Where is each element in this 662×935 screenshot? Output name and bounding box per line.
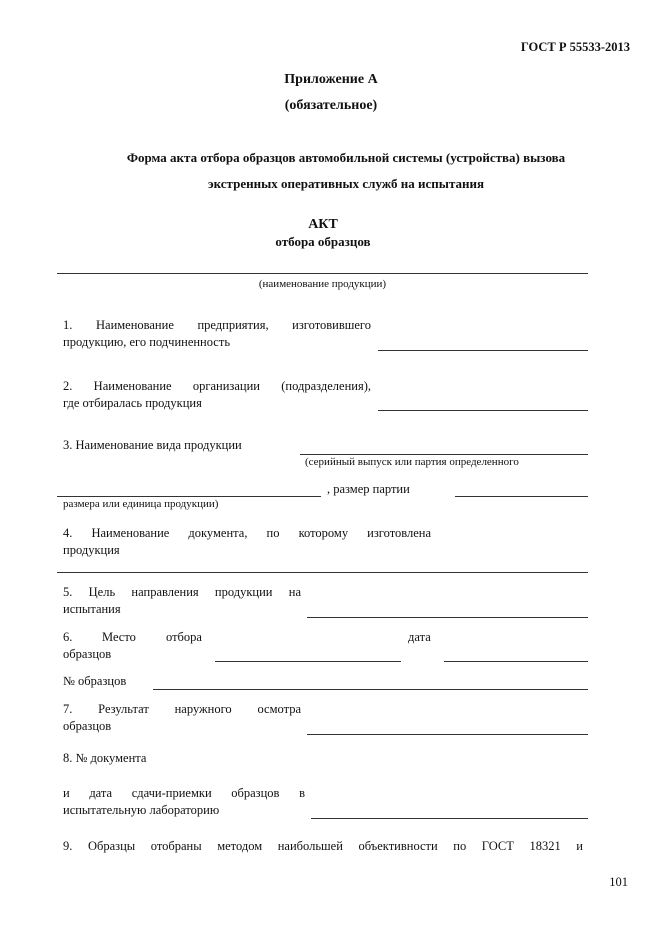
product-caption: (наименование продукции) <box>258 278 387 290</box>
item6-numbers-label: № образцов <box>63 674 127 688</box>
item4-line1: 4. Наименование документа, по которому изготовлена <box>63 526 431 540</box>
page-number: 101 <box>609 875 628 889</box>
item3-caption-a: (серийный выпуск или партия определенного <box>305 456 519 468</box>
form-title-line1: Форма акта отбора образцов автомобильной системы (устройства) вызова <box>126 150 566 165</box>
item4-field-line <box>57 572 588 573</box>
appendix-status: (обязательное) <box>284 98 378 113</box>
item1-line1: 1. Наименование предприятия, изготовившего <box>63 318 371 332</box>
item8-field-line <box>311 818 588 819</box>
item6-date-label: дата <box>408 630 431 644</box>
item6-line2: образцов <box>63 647 112 661</box>
item2-line1: 2. Наименование организации (подразделения), <box>63 379 371 393</box>
product-name-line <box>57 273 588 274</box>
item3-field-line <box>300 454 588 455</box>
item8-line1: 8. № документа <box>63 751 147 765</box>
form-title-line2: экстренных оперативных служб на испытания <box>207 176 484 191</box>
item7-line1: 7. Результат наружного осмотра <box>63 702 301 716</box>
item2-field-line <box>378 410 588 411</box>
item3-label: 3. Наименование вида продукции <box>63 438 242 452</box>
item8-line2: и дата сдачи-приемки образцов в <box>63 786 305 800</box>
item8-line3: испытательную лабораторию <box>63 803 220 817</box>
item5-line2: испытания <box>63 602 121 616</box>
item6-number: 6. <box>63 630 73 644</box>
item6-date-line <box>444 661 588 662</box>
item9-line1: 9. Образцы отобраны методом наибольшей объективности по ГОСТ 18321 и <box>63 839 583 853</box>
item4-line2: продукция <box>63 543 120 557</box>
item7-line2: образцов <box>63 719 112 733</box>
item7-field-line <box>307 734 588 735</box>
act-title: АКТ <box>308 217 338 232</box>
item5-field-line <box>307 617 588 618</box>
item5-line1: 5. Цель направления продукции на <box>63 585 301 599</box>
item6-numbers-line <box>153 689 588 690</box>
act-subtitle: отбора образцов <box>275 234 371 249</box>
item1-field-line <box>378 350 588 351</box>
item1-line2: продукцию, его подчиненность <box>63 335 231 349</box>
item3-size-line <box>57 496 321 497</box>
item6-place-line <box>215 661 401 662</box>
item2-line2: где отбиралась продукция <box>63 396 202 410</box>
item6-word-place: Место <box>102 630 136 644</box>
item3-batch-size: , размер партии <box>327 482 410 496</box>
standard-header: ГОСТ Р 55533-2013 <box>520 40 630 54</box>
item3-batch-line <box>455 496 588 497</box>
item6-word-selection: отбора <box>166 630 202 644</box>
item3-caption-b: размера или единица продукции) <box>63 498 219 510</box>
appendix-title: Приложение А <box>284 72 378 87</box>
